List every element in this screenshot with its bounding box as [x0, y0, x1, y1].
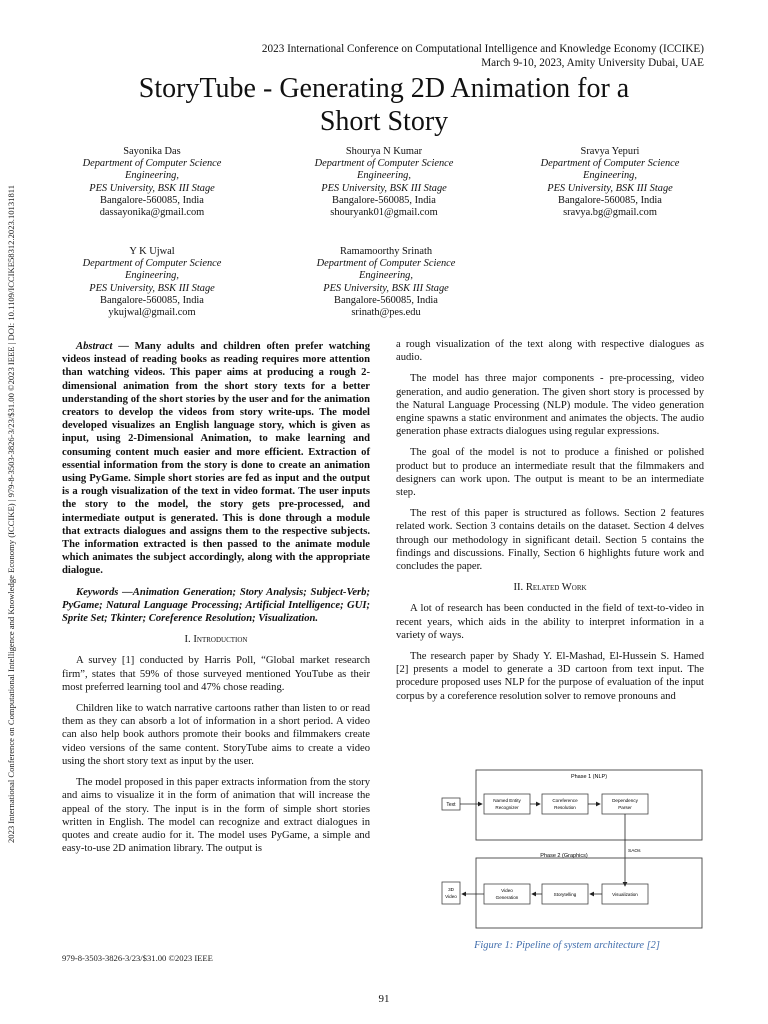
author-block — [510, 146, 710, 219]
author-university: PES University, BSK III Stage — [321, 182, 447, 194]
phase2-label: Phase 2 (Graphics) — [540, 853, 588, 859]
video-output-box — [442, 882, 460, 904]
author-block — [284, 146, 484, 219]
intro-paragraph: The rest of this paper is structured as follows. Section 2 features related work. Section 3 contains details on the dataset. Section 4 delves through our methodology in significant detail. Section 5 contains the findings and discussions. Finally, Section 6 highlights future work and concludes the paper. — [396, 508, 704, 573]
coreference-box — [542, 794, 588, 814]
section-heading-introduction — [62, 633, 370, 646]
phase2-box — [476, 858, 702, 928]
copyright-footer: 979-8-3503-3826-3/23/$31.00 ©2023 IEEE — [62, 953, 213, 963]
author-university: PES University, BSK III Stage — [89, 182, 215, 194]
author-name: Sravya Yepuri — [580, 146, 640, 157]
conference-date-venue: March 9-10, 2023, Amity University Dubai, UAE — [481, 57, 704, 69]
author-email: sravya.bg@gmail.com — [563, 207, 657, 219]
keywords-text: Animation Generation; Story Analysis; Subject-Verb; PyGame; Natural Language Processing; Artificial Intelligence; GUI; Sprite Set; Tkinter; Coreference Resolution; Visualization. — [62, 586, 370, 625]
doi-side-strip — [4, 140, 18, 888]
author-city: Bangalore-560085, India — [558, 194, 662, 206]
left-column — [62, 340, 370, 863]
phase1-label: Phase 1 (NLP) — [570, 774, 608, 780]
author-email: dassayonika@gmail.com — [99, 207, 205, 219]
video-output-label: 3D — [448, 887, 454, 892]
paper-title — [40, 72, 728, 138]
continuation-paragraph: a rough visualization of the text along with respective dialogues as audio. — [396, 339, 704, 364]
section-title: Related Work — [525, 582, 587, 594]
author-department: Engineering, — [357, 170, 411, 182]
intro-paragraph: A survey [1] conducted by Harris Poll, “Global market research firm”, states that 59% of those surveyed mentioned YouTube as their most preferred learning tool and 47% chose reading. — [62, 655, 370, 693]
intro-paragraph: Children like to watch narrative cartoons rather than listen to or read them as they can absorb a lot of information in a short period. A video can also help book authors promote their books and filmmakers create video versions of the same content. StoryTube aims to create a video using the short story text as input by the user. — [62, 703, 370, 767]
author-department: Department of Computer Science — [540, 158, 680, 170]
author-department: Engineering, — [125, 170, 179, 182]
section-title: Introduction — [193, 634, 248, 646]
abstract-dash: — — [112, 341, 135, 352]
section-number: I. — [184, 634, 191, 646]
author-name: Shourya N Kumar — [345, 146, 423, 157]
author-block — [52, 246, 252, 319]
intro-paragraph: The goal of the model is not to produce a finished or polished product but to produce an intermediate result that the filmmakers and designers can work upon. The output is meant to be an intermediate step. — [396, 447, 704, 499]
related-work-paragraph: The research paper by Shady Y. El-Mashad, El-Hussein S. Hamed [2] presents a model to generate a 3D cartoon from text input. The procedure proposed uses NLP for the purpose of evaluation of the input corpus by a coreference resolution solver to remove pronouns and — [396, 651, 704, 702]
title-line-2: Short Story — [319, 106, 449, 137]
author-city: Bangalore-560085, India — [332, 194, 436, 206]
author-university: PES University, BSK III Stage — [89, 282, 215, 294]
author-block — [286, 246, 486, 319]
video-generation-label: Video — [501, 888, 513, 893]
conference-name: 2023 International Conference on Computational Intelligence and Knowledge Economy (ICCIKE) — [261, 43, 704, 55]
author-department: Engineering, — [125, 270, 179, 282]
ner-label: Recognizer — [495, 805, 519, 810]
abstract-label: Abstract — [76, 341, 113, 352]
video-generation-label: Generation — [495, 895, 519, 900]
saos-label: SAOs — [628, 849, 641, 854]
video-output-label: Video — [445, 894, 457, 899]
author-name: Y K Ujwal — [129, 246, 175, 257]
section-heading-related-work — [396, 581, 704, 594]
storytelling-label: Storytelling — [553, 892, 577, 897]
dependency-label: Parser — [618, 805, 632, 810]
author-email: ykujwal@gmail.com — [108, 307, 196, 319]
conference-header — [262, 42, 704, 70]
figure-pipeline — [436, 764, 718, 936]
abstract-text: Many adults and children often prefer watching videos instead of reading books as reading requires more attention than watching videos. This paper aims at producing a rough 2-dimensional animation from the short story texts for a better understanding of the short stories by the user and for the animation creators to develop the videos from story write-ups. The model developed visualizes an English language story, which is given as input, using 2-Dimensional Animation, to make learning and consuming content much easier and more efficient. Extraction of essential information from the story is done to create an animation using PyGame. Simple short stories are fed as input and the output is a rough visualization of the text in video format. The user inputs the story to the model, the story gets pre-processed, and intermediate output is generated. This is done through a module that extracts dialogues and assigns them to the respective subjects. The information extracted is then passed to the animate module which animates the subject accordingly, along with the appropriate dialogue. — [62, 341, 370, 577]
author-department: Department of Computer Science — [82, 258, 222, 270]
author-email: srinath@pes.edu — [351, 307, 421, 319]
coreference-label: Coreference — [552, 798, 578, 803]
author-city: Bangalore-560085, India — [100, 194, 204, 206]
author-department: Engineering, — [359, 270, 413, 282]
pipeline-diagram — [436, 764, 718, 936]
dependency-label: Dependency — [612, 798, 638, 803]
page-number: 91 — [378, 993, 390, 1005]
dependency-box — [602, 794, 648, 814]
ner-label: Named Entity — [493, 798, 521, 803]
author-name: Ramamoorthy Srinath — [339, 246, 433, 257]
author-name: Sayonika Das — [123, 146, 181, 157]
author-city: Bangalore-560085, India — [334, 294, 438, 306]
video-generation-box — [484, 884, 530, 904]
keywords — [62, 586, 370, 626]
abstract — [62, 340, 370, 578]
figure-caption: Figure 1: Pipeline of system architecture [2] — [474, 940, 660, 951]
keywords-label: Keywords — — [76, 586, 133, 598]
author-university: PES University, BSK III Stage — [323, 282, 449, 294]
author-block — [52, 146, 252, 219]
intro-paragraph: The model proposed in this paper extracts information from the story and aims to visualize it in the form of animation that will increase the appeal of the story. The input is in the form of simple short stories written in English. The model can recognize and extract dialogues in quotes and create audio for it. The model uses PyGame, a simple and easy-to-use 2D animation library. The output is — [62, 777, 370, 855]
coreference-label: Resolution — [554, 805, 576, 810]
doi-text: 2023 International Conference on Computational Intelligence and Knowledge Economy (ICCIKE) | 979-8-3503-3826-3/23/$31.00 ©2023 IEEE | DOI: 10.1109/ICCIKE58312.2023.10131811 — [6, 184, 16, 844]
intro-paragraph: The model has three major components - pre-processing, video generation, and audio generation. The given short story is processed by the Natural Language Processing (NLP) module. The video generation engine spawns a static environment and animates the objects. The audio generation phase extracts dialogues using regular expressions. — [396, 373, 704, 438]
title-line-1: StoryTube - Generating 2D Animation for a — [138, 73, 630, 104]
author-department: Department of Computer Science — [316, 258, 456, 270]
text-input-label: Text — [446, 802, 456, 808]
author-department: Department of Computer Science — [314, 158, 454, 170]
author-city: Bangalore-560085, India — [100, 294, 204, 306]
related-work-paragraph: A lot of research has been conducted in the field of text-to-video in recent years, which aids in the ability to interpret information in a variety of ways. — [396, 603, 704, 641]
right-column — [396, 338, 704, 711]
visualization-label: Visualization — [612, 892, 638, 897]
author-department: Department of Computer Science — [82, 158, 222, 170]
ner-box — [484, 794, 530, 814]
section-number: II. — [513, 582, 524, 594]
author-university: PES University, BSK III Stage — [547, 182, 673, 194]
author-department: Engineering, — [583, 170, 637, 182]
author-email: shouryank01@gmail.com — [330, 207, 438, 219]
